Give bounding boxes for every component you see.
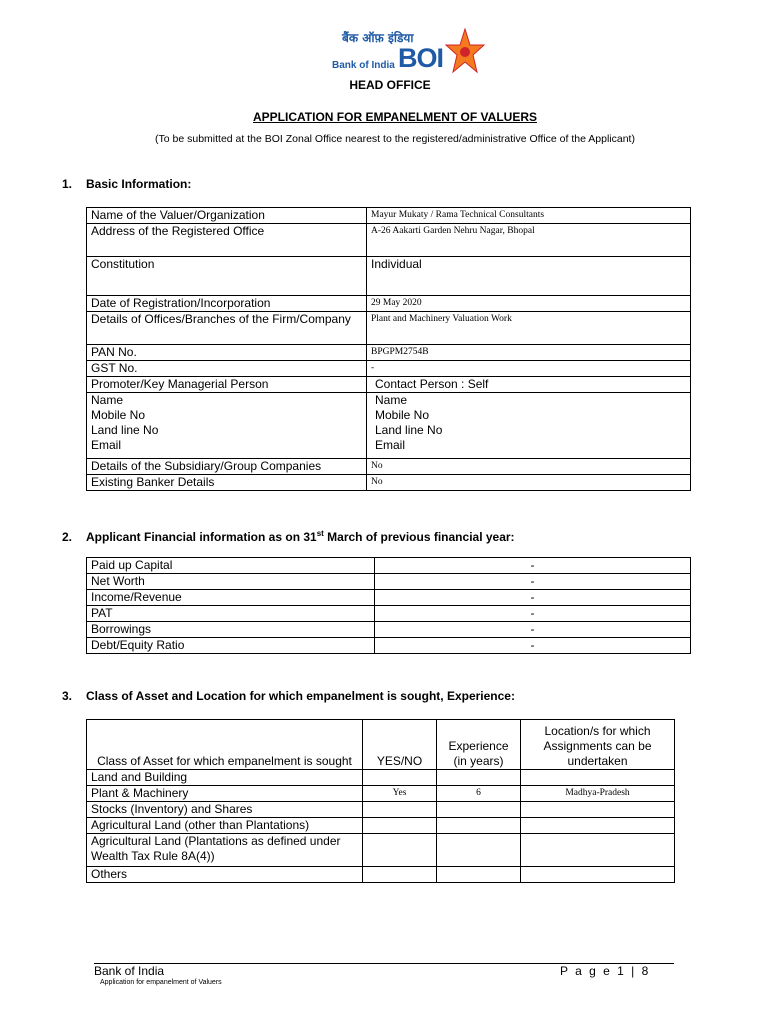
- table-row: [87, 459, 691, 475]
- table-row: [87, 590, 691, 606]
- row-value: No: [367, 475, 691, 491]
- asset-cell: Plant & Machinery: [87, 786, 363, 802]
- table-row: [87, 786, 675, 802]
- row-label: Income/Revenue: [87, 590, 375, 606]
- asset-cell: Agricultural Land (Plantations as defined under Wealth Tax Rule 8A(4)): [87, 834, 363, 867]
- table-row: [87, 770, 675, 786]
- row-label: Debt/Equity Ratio: [87, 638, 375, 654]
- table-row: [87, 638, 691, 654]
- star-icon: [445, 28, 485, 74]
- table-row: [87, 224, 691, 257]
- location-cell: [521, 770, 675, 786]
- table-row: [87, 574, 691, 590]
- logo-hindi-text: बैंक ऑफ़ इंडिया: [342, 31, 414, 45]
- table-row: [87, 208, 691, 224]
- section-3-heading: [62, 689, 515, 703]
- asset-class-table: [86, 719, 675, 883]
- row-label: Borrowings: [87, 622, 375, 638]
- header-experience: Experience (in years): [437, 720, 521, 770]
- financial-information-table: [86, 557, 691, 654]
- table-row: [87, 296, 691, 312]
- yes-no-cell: Yes: [363, 786, 437, 802]
- row-value: BPGPM2754B: [367, 345, 691, 361]
- asset-cell: Agricultural Land (other than Plantations): [87, 818, 363, 834]
- table-row: [87, 361, 691, 377]
- footer-bank-name: Bank of India: [94, 964, 165, 978]
- header-location: Location/s for which Assignments can be undertaken: [521, 720, 675, 770]
- row-value: A-26 Aakarti Garden Nehru Nagar, Bhopal: [367, 224, 691, 257]
- section-2-number: 2.: [62, 530, 73, 544]
- asset-cell: Land and Building: [87, 770, 363, 786]
- row-label: Date of Registration/Incorporation: [87, 296, 367, 312]
- table-row: [87, 622, 691, 638]
- yes-no-cell: [363, 834, 437, 867]
- row-value: Name Mobile No Land line No Email: [367, 393, 691, 459]
- yes-no-cell: [363, 867, 437, 883]
- footer-note: Application for empanelment of Valuers: [100, 979, 222, 986]
- logo-abbr-text: BOI: [398, 43, 444, 73]
- row-label: Constitution: [87, 257, 367, 296]
- row-label: Address of the Registered Office: [87, 224, 367, 257]
- table-row: [87, 558, 691, 574]
- section-2-title-pre: Applicant Financial information as on 31: [86, 530, 317, 544]
- location-cell: [521, 867, 675, 883]
- location-cell: [521, 818, 675, 834]
- section-1-heading: [62, 177, 191, 191]
- document-title: APPLICATION FOR EMPANELMENT OF VALUERS: [253, 110, 537, 124]
- table-row: [87, 393, 691, 459]
- row-label: Details of Offices/Branches of the Firm/Company: [87, 312, 367, 345]
- row-label: Existing Banker Details: [87, 475, 367, 491]
- section-2-heading: [62, 529, 515, 544]
- row-value: 29 May 2020: [367, 296, 691, 312]
- row-label: Name Mobile No Land line No Email: [87, 393, 367, 459]
- experience-cell: [437, 834, 521, 867]
- footer-page-number: P a g e 1 | 8: [560, 964, 651, 978]
- row-label: PAT: [87, 606, 375, 622]
- row-value: -: [375, 574, 691, 590]
- row-value: -: [375, 606, 691, 622]
- logo-english-text: Bank of India: [332, 60, 395, 71]
- row-value: Individual: [367, 257, 691, 296]
- section-1-number: 1.: [62, 177, 73, 191]
- row-value: -: [367, 361, 691, 377]
- bank-of-india-logo: [332, 28, 492, 78]
- experience-cell: [437, 770, 521, 786]
- row-value: No: [367, 459, 691, 475]
- table-row: [87, 312, 691, 345]
- row-label: PAN No.: [87, 345, 367, 361]
- table-row: [87, 475, 691, 491]
- row-value: -: [375, 622, 691, 638]
- table-row: [87, 257, 691, 296]
- document-subtitle: (To be submitted at the BOI Zonal Office nearest to the registered/administrative Office of the Applicant): [155, 133, 635, 145]
- section-3-number: 3.: [62, 689, 73, 703]
- table-header-row: [87, 720, 675, 770]
- head-office-label: HEAD OFFICE: [349, 78, 431, 92]
- row-label: GST No.: [87, 361, 367, 377]
- location-cell: [521, 834, 675, 867]
- table-row: [87, 606, 691, 622]
- asset-cell: Others: [87, 867, 363, 883]
- row-value: -: [375, 638, 691, 654]
- row-label: Promoter/Key Managerial Person: [87, 377, 367, 393]
- table-row: [87, 377, 691, 393]
- experience-cell: [437, 818, 521, 834]
- table-row: [87, 818, 675, 834]
- row-value: Contact Person : Self: [367, 377, 691, 393]
- row-label: Name of the Valuer/Organization: [87, 208, 367, 224]
- yes-no-cell: [363, 818, 437, 834]
- experience-cell: 6: [437, 786, 521, 802]
- table-row: [87, 802, 675, 818]
- basic-information-table: [86, 207, 691, 491]
- row-value: -: [375, 558, 691, 574]
- experience-cell: [437, 802, 521, 818]
- table-row: [87, 834, 675, 867]
- row-label: Details of the Subsidiary/Group Companies: [87, 459, 367, 475]
- table-row: [87, 867, 675, 883]
- row-label: Paid up Capital: [87, 558, 375, 574]
- row-value: Mayur Mukaty / Rama Technical Consultants: [367, 208, 691, 224]
- experience-cell: [437, 867, 521, 883]
- location-cell: Madhya-Pradesh: [521, 786, 675, 802]
- header-yes-no: YES/NO: [363, 720, 437, 770]
- yes-no-cell: [363, 802, 437, 818]
- row-value: Plant and Machinery Valuation Work: [367, 312, 691, 345]
- header-class-of-asset: Class of Asset for which empanelment is sought: [87, 720, 363, 770]
- section-3-title: Class of Asset and Location for which empanelment is sought, Experience:: [86, 689, 515, 703]
- asset-cell: Stocks (Inventory) and Shares: [87, 802, 363, 818]
- row-value: -: [375, 590, 691, 606]
- table-row: [87, 345, 691, 361]
- section-2-title-sup: st: [316, 529, 324, 538]
- location-cell: [521, 802, 675, 818]
- section-1-title: Basic Information:: [86, 177, 192, 191]
- section-2-title-post: March of previous financial year:: [323, 530, 515, 544]
- row-label: Net Worth: [87, 574, 375, 590]
- yes-no-cell: [363, 770, 437, 786]
